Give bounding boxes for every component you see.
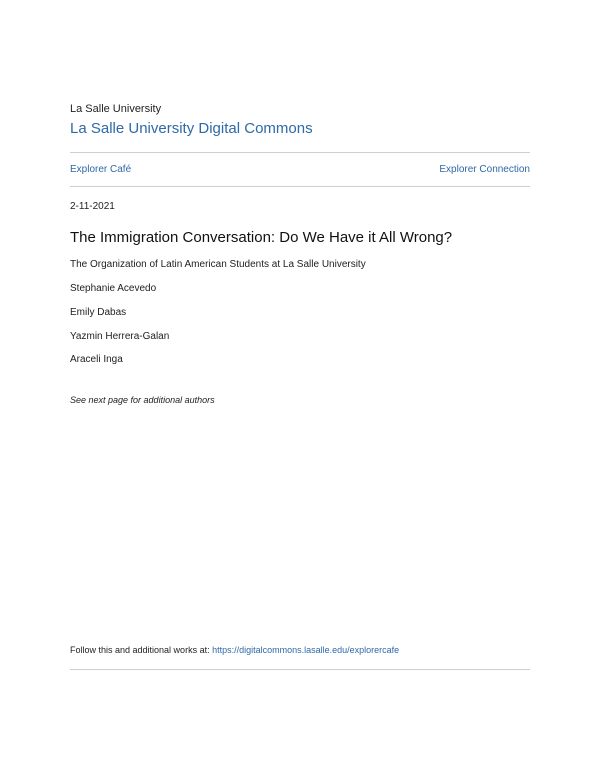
series-link-explorer-cafe[interactable]: Explorer Café [70, 164, 132, 175]
cover-page [70, 0, 530, 776]
author-name: Araceli Inga [70, 354, 123, 365]
divider-top [70, 152, 530, 153]
author-name: Yazmin Herrera-Galan [70, 331, 170, 342]
divider-bottom [70, 669, 530, 670]
follow-line [70, 645, 399, 655]
publication-date: 2-11-2021 [70, 201, 115, 212]
series-link-explorer-connection[interactable]: Explorer Connection [439, 164, 530, 175]
additional-authors-note: See next page for additional authors [70, 395, 215, 405]
follow-url-link[interactable]: https://digitalcommons.lasalle.edu/explorercafe [212, 645, 400, 655]
organization-author: The Organization of Latin American Students at La Salle University [70, 259, 366, 270]
institution-name: La Salle University [70, 103, 162, 115]
follow-text: Follow this and additional works at: [70, 645, 213, 655]
repository-link[interactable]: La Salle University Digital Commons [70, 120, 313, 137]
document-title: The Immigration Conversation: Do We Have it All Wrong? [70, 229, 453, 246]
author-name: Emily Dabas [70, 307, 127, 318]
divider-middle [70, 186, 530, 187]
author-name: Stephanie Acevedo [70, 283, 157, 294]
